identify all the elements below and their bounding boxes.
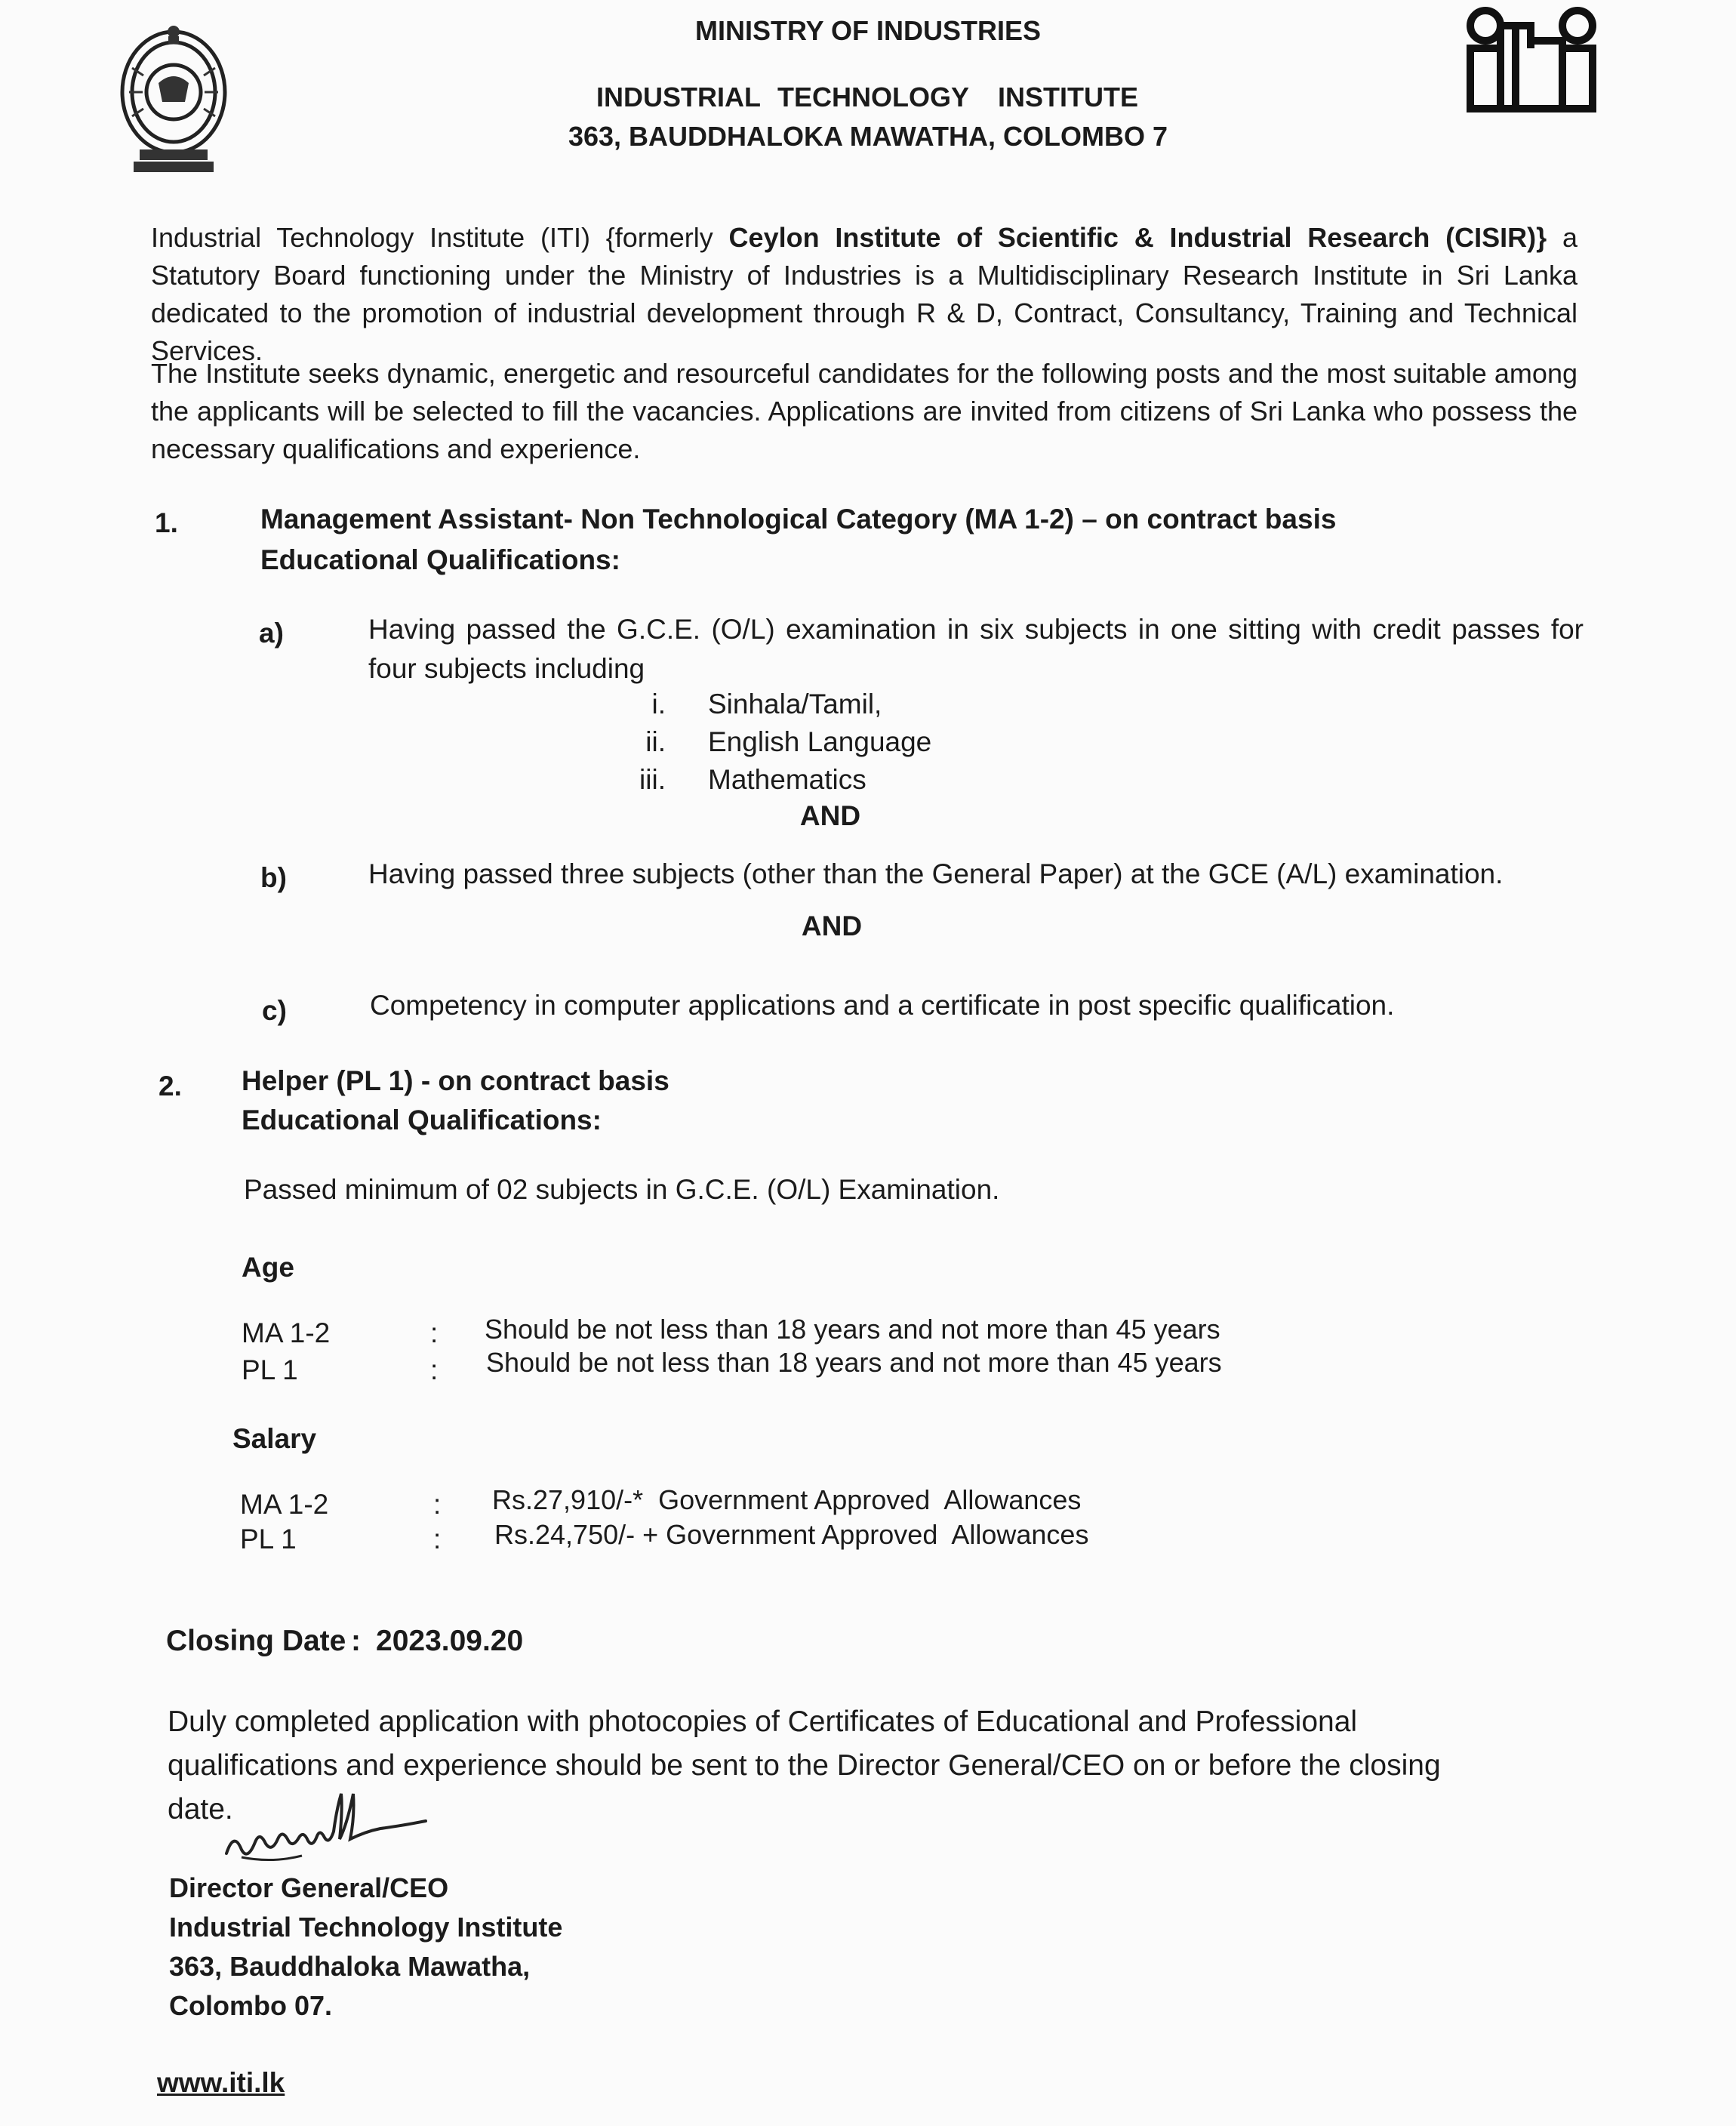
and-label-2: AND [801, 910, 863, 941]
item-a-text: Having passed the G.C.E. (O/L) examination in six subjects in one sitting with credit passes for four subjects including [368, 614, 1584, 684]
intro-paragraph-2: The Institute seeks dynamic, energetic and resourceful candidates for the following posts and the most suitable among the applicants will be selected to fill the vacancies. Applications are invited from citizens of Sri Lanka who possess the necessary qualifications and experience. [151, 358, 1577, 464]
section-2-title: Helper (PL 1) - on contract basis [242, 1065, 669, 1096]
signatory-org: Industrial Technology Institute [169, 1912, 563, 1943]
signatory-address-1: 363, Bauddhaloka Mawatha, [169, 1951, 531, 1982]
signatory-title: Director General/CEO [169, 1872, 449, 1903]
signatory-address-2: Colombo 07. [169, 1990, 333, 2021]
section-1-number: 1. [155, 507, 178, 538]
signature-icon [219, 1789, 491, 1872]
subject-2-number: ii. [645, 726, 666, 757]
age-row-2-sep: : [430, 1354, 439, 1385]
ministry-heading: MINISTRY OF INDUSTRIES [694, 15, 1042, 46]
signature-block [169, 1869, 562, 2026]
section-1-subtitle: Educational Qualifications: [260, 544, 620, 575]
item-c-text: Competency in computer applications and a certificate in post specific qualification. [370, 990, 1395, 1021]
section-1-title: Management Assistant- Non Technological Category (MA 1-2) – on contract basis [260, 504, 1337, 535]
item-b-text: Having passed three subjects (other than the General Paper) at the GCE (A/L) examination. [368, 858, 1504, 889]
closing-date-value: 2023.09.20 [376, 1625, 524, 1657]
salary-row-2-text: Rs.24,750/- + Government Approved Allowances [494, 1519, 1089, 1550]
salary-row-2-post: PL 1 [240, 1524, 297, 1554]
section-2-text: Passed minimum of 02 subjects in G.C.E. (O/L) Examination. [244, 1174, 1000, 1205]
institute-word-3: INSTITUTE [998, 82, 1138, 112]
closing-date-label: Closing Date [166, 1625, 346, 1657]
application-instructions: Duly completed application with photocopies of Certificates of Educational and Professional qualifications and experience should be sent to the Director General/CEO on or before the closing date. [168, 1705, 1441, 1826]
salary-row-2-sep: : [433, 1524, 442, 1554]
and-label-1: AND [799, 800, 861, 831]
salary-row-1-post: MA 1-2 [240, 1489, 329, 1520]
subject-3-text: Mathematics [708, 764, 866, 795]
salary-row-1-sep: : [433, 1489, 442, 1520]
subject-2-text: English Language [708, 726, 932, 757]
institute-word-1: INDUSTRIAL [596, 82, 761, 112]
closing-date-sep: : [351, 1625, 361, 1657]
salary-heading: Salary [232, 1423, 317, 1454]
salary-row-1-text: Rs.27,910/-* Government Approved Allowances [492, 1484, 1082, 1515]
age-row-1-sep: : [430, 1317, 439, 1348]
subject-3-number: iii. [639, 764, 666, 795]
age-row-1-text: Should be not less than 18 years and not more than 45 years [485, 1314, 1220, 1345]
intro-paragraph-1: Industrial Technology Institute (ITI) {formerly Ceylon Institute of Scientific & Industrial Research (CISIR)} a Statutory Board functioning under the Ministry of Industries is a Multidisciplinary Research Institute in Sri Lanka dedicated to the promotion of industrial development through R & D, Contract, Consultancy, Training and Technical Services. [151, 222, 1577, 366]
age-row-2-post: PL 1 [242, 1354, 298, 1385]
age-heading: Age [242, 1252, 294, 1283]
institute-word-2: TECHNOLOGY [777, 82, 970, 112]
age-row-2-text: Should be not less than 18 years and not more than 45 years [486, 1347, 1222, 1378]
item-b-letter: b) [260, 862, 287, 893]
website-link[interactable]: www.iti.lk [157, 2067, 285, 2098]
subject-1-number: i. [651, 689, 666, 719]
subject-1-text: Sinhala/Tamil, [708, 689, 882, 719]
age-row-1-post: MA 1-2 [242, 1317, 331, 1348]
section-2-number: 2. [159, 1071, 182, 1102]
institute-address: 363, BAUDDHALOKA MAWATHA, COLOMBO 7 [568, 121, 1168, 152]
item-a-letter: a) [259, 618, 284, 649]
item-c-letter: c) [262, 995, 287, 1026]
section-2-subtitle: Educational Qualifications: [242, 1105, 602, 1135]
